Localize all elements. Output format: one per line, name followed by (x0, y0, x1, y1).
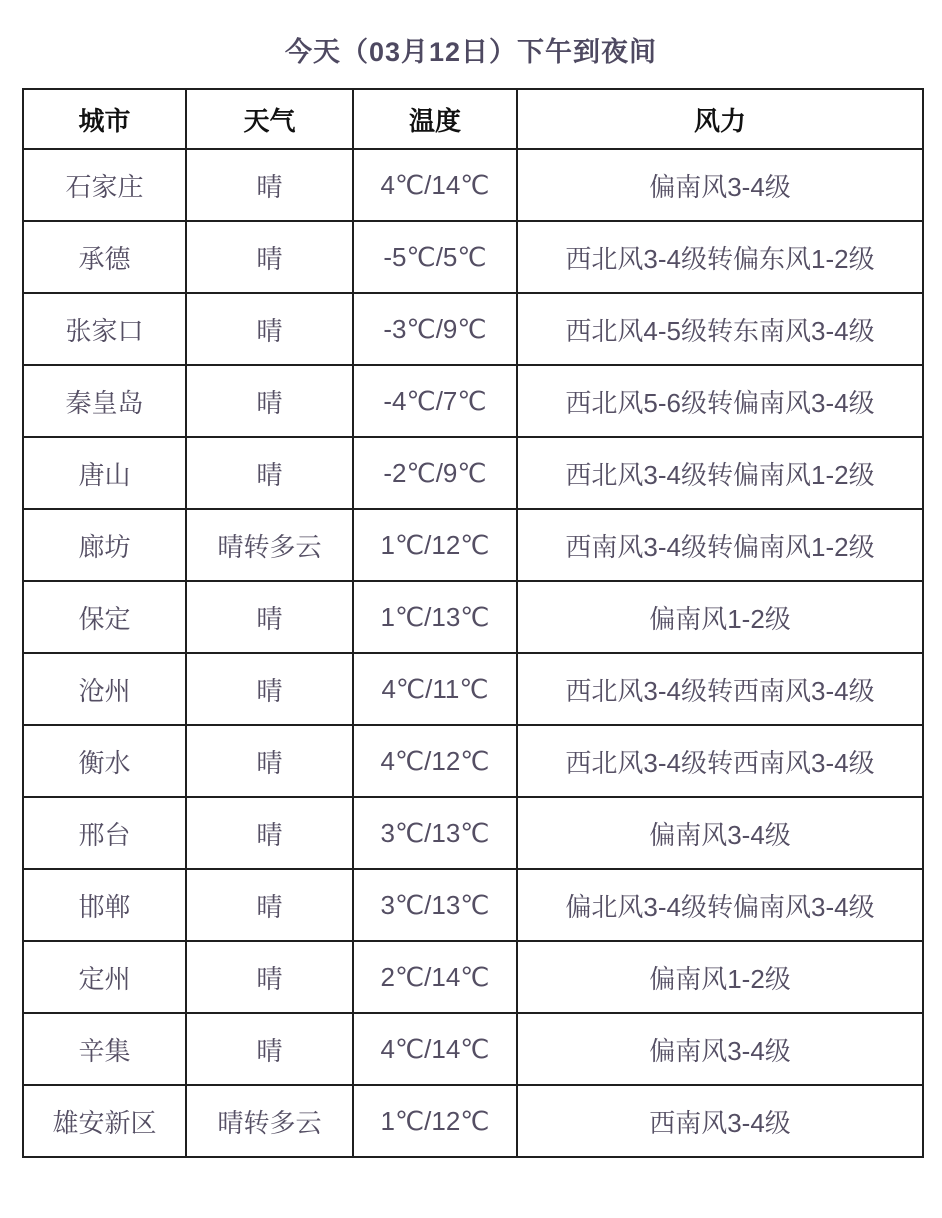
temperature-cell: 4℃/12℃ (353, 725, 517, 797)
wind-cell: 偏南风3-4级 (517, 797, 923, 869)
city-cell: 秦皇岛 (23, 365, 186, 437)
wind-cell: 西北风5-6级转偏南风3-4级 (517, 365, 923, 437)
temperature-cell: -2℃/9℃ (353, 437, 517, 509)
table-row (23, 1013, 923, 1085)
weather-cell: 晴 (186, 365, 353, 437)
weather-cell: 晴 (186, 293, 353, 365)
city-cell: 张家口 (23, 293, 186, 365)
table-body (23, 149, 923, 1157)
weather-cell: 晴 (186, 653, 353, 725)
city-cell: 廊坊 (23, 509, 186, 581)
wind-cell: 西北风3-4级转偏东风1-2级 (517, 221, 923, 293)
wind-cell: 偏南风3-4级 (517, 149, 923, 221)
weather-cell: 晴 (186, 941, 353, 1013)
table-row (23, 941, 923, 1013)
wind-cell: 偏南风1-2级 (517, 941, 923, 1013)
temperature-cell: 2℃/14℃ (353, 941, 517, 1013)
weather-table (22, 88, 924, 1158)
weather-cell: 晴 (186, 869, 353, 941)
weather-cell: 晴 (186, 581, 353, 653)
table-row (23, 221, 923, 293)
city-cell: 保定 (23, 581, 186, 653)
wind-cell: 偏北风3-4级转偏南风3-4级 (517, 869, 923, 941)
temperature-cell: 3℃/13℃ (353, 797, 517, 869)
city-cell: 沧州 (23, 653, 186, 725)
table-row (23, 653, 923, 725)
wind-cell: 偏南风1-2级 (517, 581, 923, 653)
temperature-cell: 4℃/14℃ (353, 1013, 517, 1085)
temperature-cell: 4℃/14℃ (353, 149, 517, 221)
table-row (23, 725, 923, 797)
wind-cell: 西北风3-4级转偏南风1-2级 (517, 437, 923, 509)
table-row (23, 293, 923, 365)
header-city: 城市 (23, 89, 186, 149)
temperature-cell: 3℃/13℃ (353, 869, 517, 941)
temperature-cell: -3℃/9℃ (353, 293, 517, 365)
wind-cell: 偏南风3-4级 (517, 1013, 923, 1085)
table-row (23, 869, 923, 941)
header-row (23, 89, 923, 149)
table-row (23, 365, 923, 437)
table-row (23, 581, 923, 653)
weather-cell: 晴 (186, 725, 353, 797)
header-wind: 风力 (517, 89, 923, 149)
temperature-cell: 1℃/13℃ (353, 581, 517, 653)
city-cell: 衡水 (23, 725, 186, 797)
weather-cell: 晴 (186, 149, 353, 221)
page-title: 今天（03月12日）下午到夜间 (284, 37, 658, 67)
table-row (23, 509, 923, 581)
city-cell: 辛集 (23, 1013, 186, 1085)
table-row (23, 797, 923, 869)
city-cell: 邯郸 (23, 869, 186, 941)
temperature-cell: 4℃/11℃ (353, 653, 517, 725)
weather-cell: 晴转多云 (186, 509, 353, 581)
city-cell: 唐山 (23, 437, 186, 509)
table-row (23, 1085, 923, 1157)
header-weather: 天气 (186, 89, 353, 149)
wind-cell: 西北风3-4级转西南风3-4级 (517, 653, 923, 725)
table-row (23, 437, 923, 509)
city-cell: 承德 (23, 221, 186, 293)
city-cell: 邢台 (23, 797, 186, 869)
city-cell: 雄安新区 (23, 1085, 186, 1157)
table-row (23, 149, 923, 221)
wind-cell: 西南风3-4级 (517, 1085, 923, 1157)
temperature-cell: -5℃/5℃ (353, 221, 517, 293)
weather-cell: 晴 (186, 797, 353, 869)
wind-cell: 西南风3-4级转偏南风1-2级 (517, 509, 923, 581)
temperature-cell: 1℃/12℃ (353, 509, 517, 581)
weather-cell: 晴 (186, 437, 353, 509)
header-temperature: 温度 (353, 89, 517, 149)
wind-cell: 西北风3-4级转西南风3-4级 (517, 725, 923, 797)
temperature-cell: 1℃/12℃ (353, 1085, 517, 1157)
city-cell: 石家庄 (23, 149, 186, 221)
city-cell: 定州 (23, 941, 186, 1013)
weather-cell: 晴 (186, 1013, 353, 1085)
temperature-cell: -4℃/7℃ (353, 365, 517, 437)
weather-cell: 晴转多云 (186, 1085, 353, 1157)
wind-cell: 西北风4-5级转东南风3-4级 (517, 293, 923, 365)
weather-cell: 晴 (186, 221, 353, 293)
